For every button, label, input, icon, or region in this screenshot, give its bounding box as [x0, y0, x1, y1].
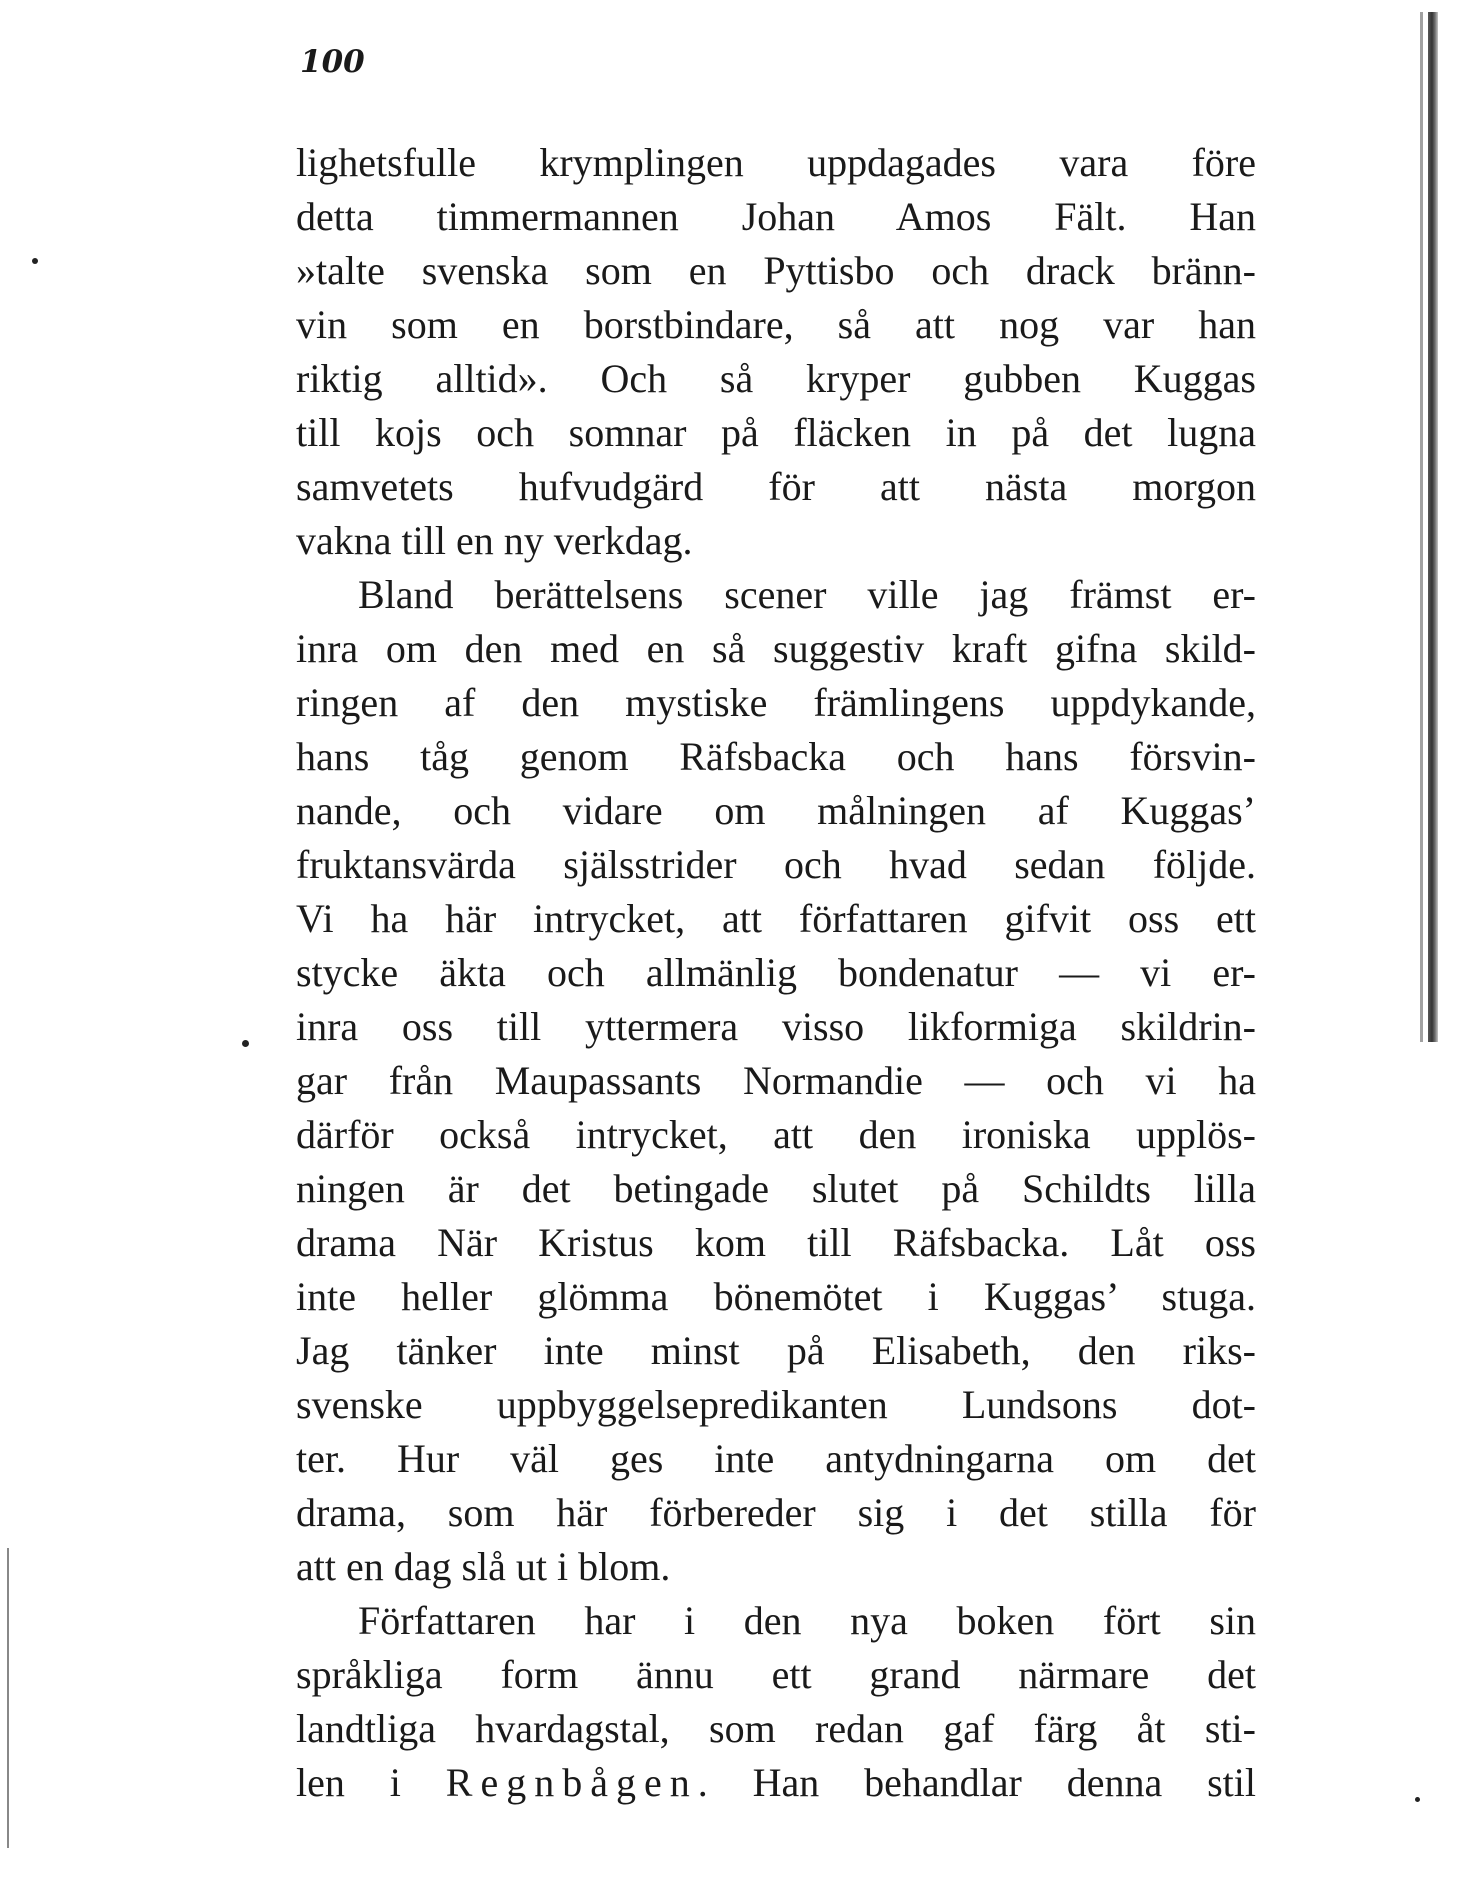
- body-text: [296, 136, 1256, 1810]
- scan-speck: [32, 258, 38, 264]
- text-line: detta timmermannen Johan Amos Fält. Han: [296, 194, 1256, 239]
- text-line: språkliga form ännu ett grand närmare det: [296, 1652, 1256, 1697]
- text-line: drama När Kristus kom till Räfsbacka. Låt oss: [296, 1220, 1256, 1265]
- binding-edge-shadow: [1428, 12, 1438, 1042]
- scan-speck: [242, 1040, 249, 1047]
- text-line: inra oss till yttermera visso likformiga skildrin-: [296, 1004, 1256, 1049]
- text-line: Vi ha här intrycket, att författaren gifvit oss ett: [296, 896, 1256, 941]
- text-line: därför också intrycket, att den ironiska upplös-: [296, 1112, 1256, 1157]
- text-line: fruktansvärda själsstrider och hvad sedan följde.: [296, 842, 1256, 887]
- paragraph-start-line: Bland berättelsens scener ville jag främst er-: [358, 572, 1256, 617]
- scan-speck: [1415, 1797, 1420, 1802]
- text-line: inte heller glömma bönemötet i Kuggas’ stuga.: [296, 1274, 1256, 1319]
- paragraph-end-line: att en dag slå ut i blom.: [296, 1544, 671, 1589]
- text-fragment: len i: [296, 1760, 401, 1805]
- text-line: landtliga hvardagstal, som redan gaf färg åt sti-: [296, 1706, 1256, 1751]
- scan-edge-mark: [7, 1548, 9, 1848]
- text-fragment: . Han behandlar denna stil: [697, 1760, 1257, 1805]
- text-line: stycke äkta och allmänlig bondenatur — vi er-: [296, 950, 1256, 995]
- text-line-final: [296, 1756, 1256, 1810]
- text-line: riktig alltid». Och så kryper gubben Kuggas: [296, 356, 1256, 401]
- text-line: ringen af den mystiske främlingens uppdykande,: [296, 680, 1256, 725]
- text-line: hans tåg genom Räfsbacka och hans försvin-: [296, 734, 1256, 779]
- text-line: nande, och vidare om målningen af Kuggas’: [296, 788, 1256, 833]
- text-line: gar från Maupassants Normandie — och vi ha: [296, 1058, 1256, 1103]
- text-line: ter. Hur väl ges inte antydningarna om det: [296, 1436, 1256, 1481]
- text-line: samvetets hufvudgärd för att nästa morgon: [296, 464, 1256, 509]
- text-line: svenske uppbyggelsepredikanten Lundsons dot-: [296, 1382, 1256, 1427]
- paragraph-end-line: vakna till en ny verkdag.: [296, 518, 693, 563]
- text-line: lighetsfulle krymplingen uppdagades vara före: [296, 140, 1256, 185]
- text-line: Jag tänker inte minst på Elisabeth, den riks-: [296, 1328, 1256, 1373]
- text-line: vin som en borstbindare, så att nog var han: [296, 302, 1256, 347]
- paragraph-start-line: Författaren har i den nya boken fört sin: [358, 1598, 1256, 1643]
- text-line: till kojs och somnar på fläcken in på det lugna: [296, 410, 1256, 455]
- text-line: »talte svenska som en Pyttisbo och drack bränn-: [296, 248, 1256, 293]
- binding-edge-line: [1420, 12, 1423, 1042]
- text-line: inra om den med en så suggestiv kraft gifna skild-: [296, 626, 1256, 671]
- text-line: ningen är det betingade slutet på Schildts lilla: [296, 1166, 1256, 1211]
- page-number: 100: [300, 44, 365, 80]
- text-line: drama, som här förbereder sig i det stilla för: [296, 1490, 1256, 1535]
- spaced-title: Regnbågen: [445, 1760, 698, 1805]
